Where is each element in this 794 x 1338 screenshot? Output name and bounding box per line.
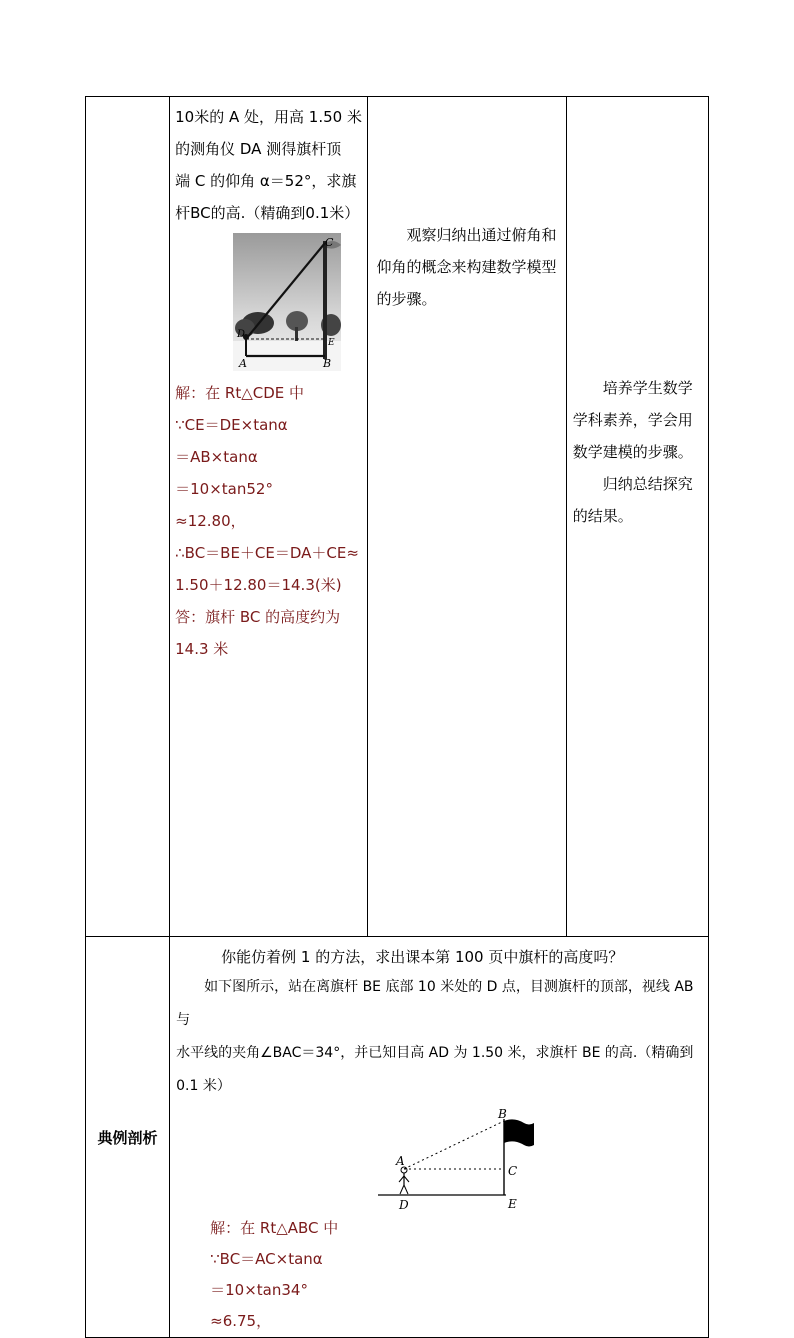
solution-line: ＝10×tan52° [175,480,273,498]
teacher-activity-cell [368,97,566,937]
problem-line: 10米的 A 处，用高 1.50 米 [175,108,362,126]
point-a-label: A [396,1154,405,1168]
problem-line: 的测角仪 DA 测得旗杆顶 [175,140,342,158]
lesson-table [85,96,709,1338]
solution-line: 答：旗杆 BC 的高度约为 [175,608,341,626]
flagpole-photo-figure [233,233,341,371]
table-row [86,937,709,1338]
solution-line: 14.3 米 [175,640,229,658]
point-b-label: B [323,357,332,370]
solution-line: ≈6.75， [210,1312,272,1330]
solution-line: ∵BC＝AC×tanα [210,1250,323,1268]
point-c-label: C [508,1164,518,1178]
point-e-label: E [328,338,335,348]
example-analysis-cell [170,937,709,1338]
section-label: 典例剖析 [86,937,170,1338]
solution-line: 1.50＋12.80＝14.3(米) [175,576,342,594]
example-content-cell [170,97,368,937]
solution-line: ∴BC＝BE＋CE＝DA＋CE≈ [175,544,359,562]
example-problem-text: 0.1 米） [176,1078,231,1094]
solution-line: ∵CE＝DE×tanα [175,416,288,434]
teacher-activity-text: 观察归纳出通过俯角和仰角的概念来构建数学模型的步骤。 [376,226,557,308]
problem-line: 杆BC的高.（精确到0.1米） [175,204,360,222]
table-row [86,97,709,937]
solution-line: ≈12.80， [175,512,246,530]
example-problem-text: 水平线的夹角∠BAC＝34°，并已知目高 AD 为 1.50 米，求旗杆 BE 的高.（精确到 [176,1045,694,1061]
point-d-label: D [237,329,246,340]
point-b-label: B [498,1109,507,1121]
point-a-label: A [239,357,248,370]
solution-line: 解：在 Rt△ABC 中 [210,1219,339,1237]
design-intent-summary: 归纳总结探究的结果。 [572,475,693,525]
design-intent-cell [566,97,708,937]
point-c-label: C [325,236,334,249]
example-solution [176,1213,702,1337]
section-label-cell [86,97,170,937]
point-e-label: E [508,1197,517,1211]
flagpole-diagram-figure [374,1109,544,1213]
example-question: 你能仿着例 1 的方法，求出课本第 100 页中旗杆的高度吗？ [221,948,624,966]
solution-line: ＝AB×tanα [175,448,258,466]
solution-line: ＝10×tan34° [210,1281,308,1299]
point-d-label: D [399,1198,409,1212]
solution-line: 解：在 Rt△CDE 中 [175,384,305,402]
design-intent-text: 培养学生数学学科素养，学会用数学建模的步骤。 [572,379,693,461]
example-problem-text: 如下图所示，站在离旗杆 BE 底部 10 米处的 D 点，目测旗杆的顶部，视线 AB 与 [176,979,694,1028]
problem-line: 端 C 的仰角 α＝52°，求旗 [175,172,357,190]
